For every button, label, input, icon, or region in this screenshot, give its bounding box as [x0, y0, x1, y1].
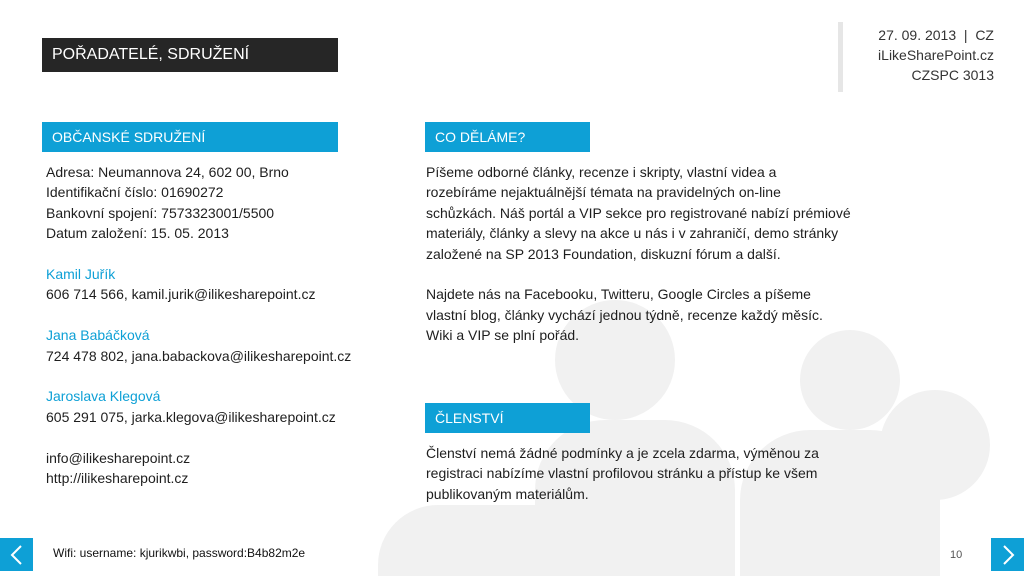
meta-site: iLikeSharePoint.cz	[878, 47, 994, 63]
meta-event: CZSPC 3013	[911, 67, 994, 83]
meta-divider	[838, 22, 843, 92]
background-person-shape	[880, 390, 990, 500]
background-person-shape	[378, 505, 628, 576]
what-we-do-paragraph: Píšeme odborné články, recenze i skripty, vlastní videa a rozebíráme nejaktuálnější témata na pravidelných on-line schůzkách. Náš portál a VIP sekce pro registrované nabízí prémiové materiály, články a slevy na akce u nás i v zahraničí, demo stránky založené na SP 2013 Foundation, diskuzní fórum a další.	[426, 164, 851, 262]
email-link[interactable]: info@ilikesharepoint.cz	[46, 449, 191, 466]
section-heading-membership: ČLENSTVÍ	[425, 403, 590, 433]
what-we-do-text	[426, 162, 851, 346]
contact-name: Jaroslava Klegová	[46, 388, 161, 405]
founded-line: Datum založení: 15. 05. 2013	[46, 225, 229, 242]
prev-slide-button[interactable]	[0, 538, 33, 571]
section-heading-what-we-do: CO DĚLÁME?	[425, 122, 590, 152]
slide-meta	[878, 25, 994, 85]
membership-text	[426, 443, 861, 504]
membership-paragraph: Členství nemá žádné podmínky a je zcela zdarma, výměnou za registraci nabízíme vlastní profilovou stránku a přístup ke všem publikovaným materiálům.	[426, 445, 819, 502]
id-number-line: Identifikační číslo: 01690272	[46, 184, 224, 201]
contact-details[interactable]: 724 478 802, jana.babackova@ilikesharepoint.cz	[46, 347, 352, 364]
slide-title: POŘADATELÉ, SDRUŽENÍ	[42, 38, 338, 72]
next-slide-button[interactable]	[991, 538, 1024, 571]
bank-line: Bankovní spojení: 7573323001/5500	[46, 204, 275, 221]
contact-details[interactable]: 605 291 075, jarka.klegova@ilikesharepoint.cz	[46, 408, 336, 425]
section-heading-association: OBČANSKÉ SDRUŽENÍ	[42, 122, 338, 152]
address-line: Adresa: Neumannova 24, 602 00, Brno	[46, 164, 289, 180]
web-link[interactable]: http://ilikesharepoint.cz	[46, 470, 189, 487]
contact-details[interactable]: 606 714 566, kamil.jurik@ilikesharepoint.cz	[46, 286, 316, 303]
page-number: 10	[950, 549, 963, 561]
chevron-right-icon	[1000, 544, 1016, 566]
contact-name: Jana Babáčková	[46, 327, 150, 344]
association-info	[46, 162, 406, 488]
what-we-do-paragraph: Najdete nás na Facebooku, Twitteru, Google Circles a píšeme vlastní blog, články vychází jednou týdně, recenze každý měsíc. Wiki a VIP se plní pořád.	[426, 286, 823, 344]
meta-date: 27. 09. 2013 | CZ	[878, 27, 994, 43]
contact-name: Kamil Juřík	[46, 266, 116, 283]
wifi-info: Wifi: username: kjurikwbi, password:B4b82m2e	[53, 546, 306, 560]
chevron-left-icon	[9, 544, 25, 566]
